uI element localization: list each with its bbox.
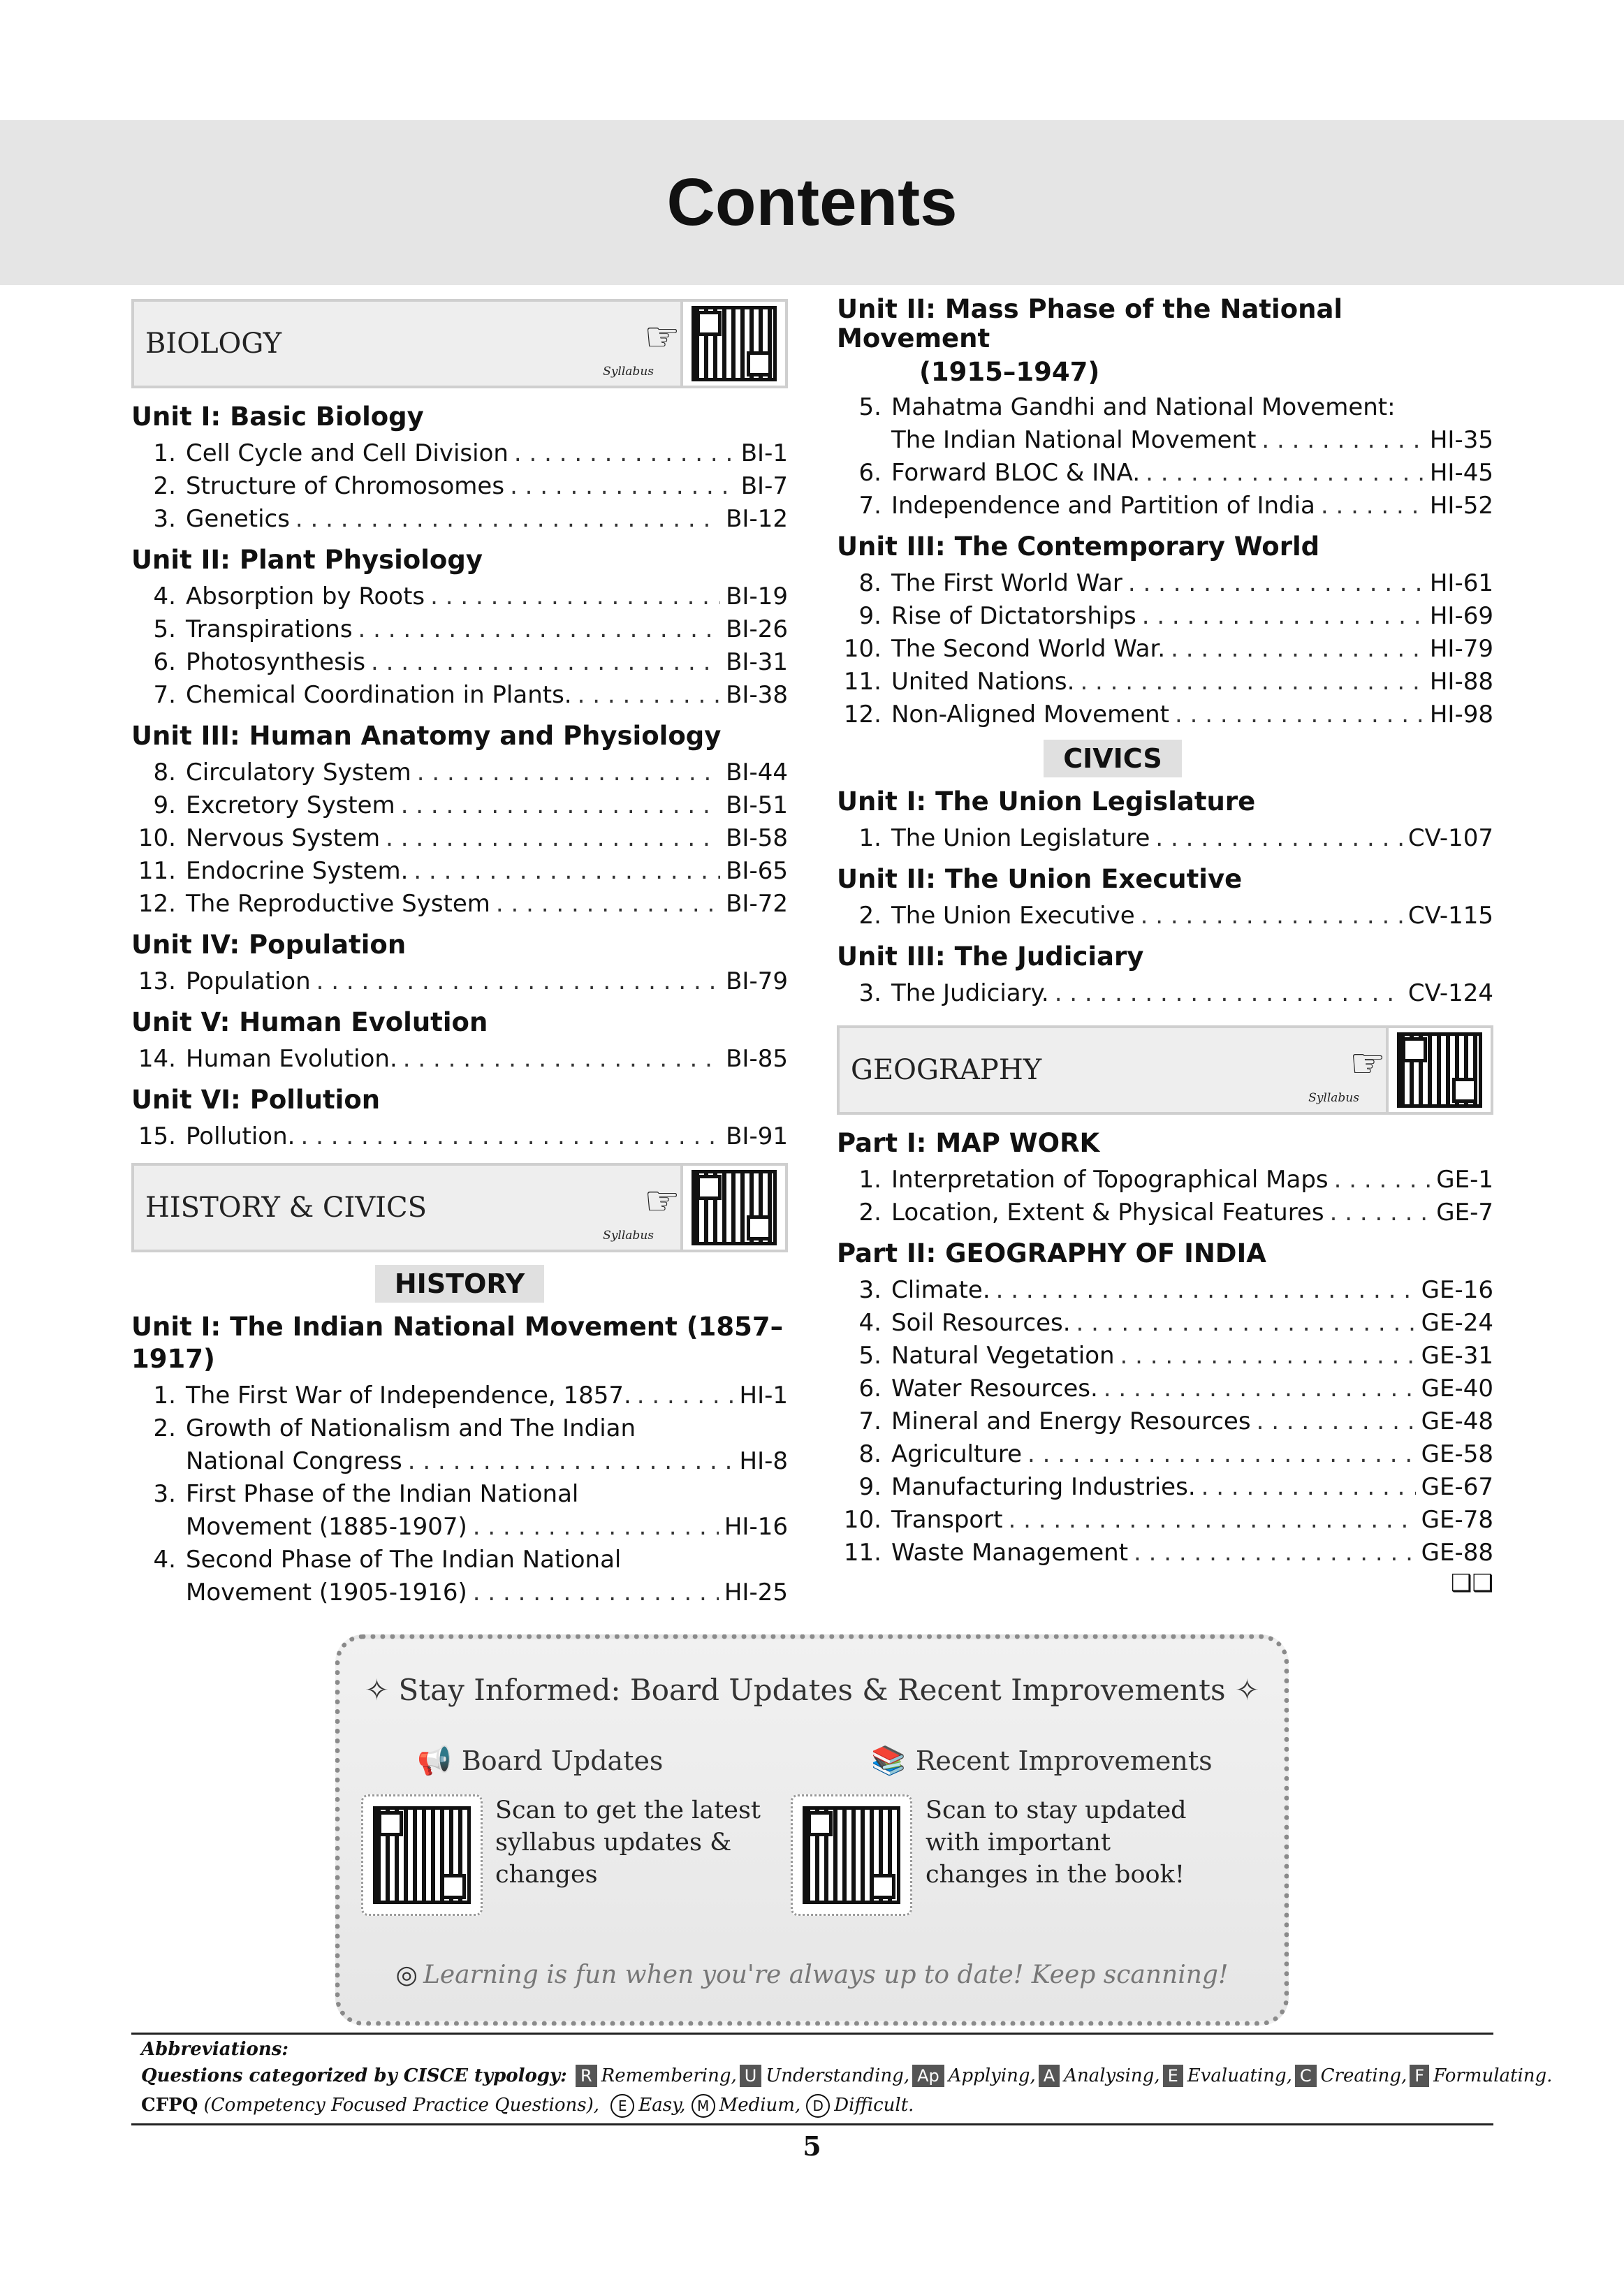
toc-entry[interactable]: 10. Nervous System . . . BI-58: [131, 822, 788, 855]
pointing-hand-icon: ☞: [1349, 1039, 1386, 1087]
toc-entry-line1[interactable]: 2. Growth of Nationalism and The Indian: [153, 1414, 636, 1442]
difficulty-badge: E: [610, 2094, 634, 2118]
unit-title: Unit V: Human Evolution: [131, 1007, 488, 1037]
unit-title: Unit II: The Union Executive: [837, 864, 1243, 894]
toc-entry[interactable]: 15. Pollution. . . . BI-91: [131, 1120, 788, 1153]
toc-entry[interactable]: 5. Natural Vegetation . . . GE-31: [837, 1340, 1493, 1372]
recent-improvements-heading: 📚 Recent Improvements: [871, 1745, 1213, 1777]
board-updates-qr[interactable]: [361, 1794, 483, 1916]
toc-entry[interactable]: 3. Climate. . . . GE-16: [837, 1274, 1493, 1307]
recent-improvements-desc: Scan to stay updated with important changes in the book!: [926, 1796, 1187, 1889]
syllabus-qr-code[interactable]: [680, 1166, 785, 1250]
qr-code-icon: [692, 306, 777, 381]
difficulty-label: Easy,: [638, 2095, 686, 2116]
books-icon: 📚: [871, 1745, 906, 1777]
toc-entry[interactable]: 11. Waste Management . . . GE-88: [837, 1537, 1493, 1569]
toc-entry-line1[interactable]: 5. Mahatma Gandhi and National Movement:: [858, 393, 1396, 421]
toc-entry[interactable]: 6. Forward BLOC & INA. . . . HI-45: [837, 457, 1493, 490]
unit-title: Unit IV: Population: [131, 930, 407, 960]
civics-units: [837, 786, 1493, 1010]
syllabus-label: Syllabus: [603, 365, 654, 379]
toc-entry[interactable]: 2. The Union Executive . . . CV-115: [837, 900, 1493, 932]
toc-entry[interactable]: 13. Population . . . BI-79: [131, 965, 788, 998]
unit-title: Unit I: The Indian National Movement (1857–1917): [131, 1312, 784, 1374]
difficulty-label: Difficult.: [834, 2095, 914, 2116]
qr-code-icon: [692, 1170, 777, 1245]
abbreviations-heading: Abbreviations:: [141, 2039, 288, 2060]
toc-entry-line2[interactable]: Movement (1905-1916) . . . HI-25: [131, 1576, 788, 1609]
qr-code-icon: [373, 1806, 471, 1904]
page-number: 5: [803, 2130, 821, 2162]
toc-entry-line1[interactable]: 4. Second Phase of The Indian National: [153, 1546, 622, 1574]
end-mark-icon: ❑❑: [1451, 1569, 1493, 1597]
toc-entry[interactable]: 9. Rise of Dictatorships . . . HI-69: [837, 600, 1493, 633]
part-title: Part II: GEOGRAPHY OF INDIA: [837, 1238, 1266, 1268]
toc-entry[interactable]: 8. Circulatory System . . . BI-44: [131, 756, 788, 789]
stay-informed-box: [335, 1634, 1289, 2026]
geography-header: [837, 1025, 1493, 1115]
typology-badge: C: [1295, 2065, 1317, 2087]
syllabus-label: Syllabus: [1308, 1091, 1359, 1105]
divider: [131, 2033, 1493, 2035]
qr-code-icon: [1397, 1032, 1482, 1108]
toc-entry[interactable]: 3. Genetics . . . BI-12: [131, 503, 788, 536]
unit-title: Unit I: The Union Legislature: [837, 786, 1256, 817]
typology-badge: A: [1039, 2065, 1060, 2087]
typology-label: Understanding,: [766, 2065, 910, 2086]
unit-title: Unit I: Basic Biology: [131, 402, 424, 432]
toc-entry[interactable]: 7. Mineral and Energy Resources . . . GE-48: [837, 1405, 1493, 1438]
toc-entry[interactable]: 12. The Reproductive System . . . BI-72: [131, 888, 788, 921]
toc-entry[interactable]: 11. Endocrine System. . . . BI-65: [131, 855, 788, 888]
board-updates-desc: Scan to get the latest syllabus updates & changes: [495, 1796, 761, 1889]
target-icon: ◎: [395, 1961, 418, 1989]
geography-parts: [837, 1127, 1493, 1569]
toc-entry[interactable]: 10. The Second World War. . . . HI-79: [837, 633, 1493, 666]
toc-entry[interactable]: 14. Human Evolution. . . . BI-85: [131, 1043, 788, 1076]
sparkle-icon: ✧: [1234, 1673, 1260, 1707]
history-civics-header: [131, 1163, 788, 1252]
unit-title: Unit II: Plant Physiology: [131, 545, 483, 575]
unit-title: Unit VI: Pollution: [131, 1085, 381, 1115]
history-label: HISTORY: [375, 1265, 544, 1303]
typology-badge: F: [1410, 2065, 1429, 2087]
divider: [131, 2123, 1493, 2125]
cfpq-line: CFPQ (Competency Focused Practice Questions), E Easy, M Medium, D Difficult.: [141, 2091, 1489, 2119]
unit-title-cont: (1915–1947): [919, 357, 1100, 387]
difficulty-badge: D: [806, 2094, 830, 2118]
typology-label: Creating,: [1320, 2065, 1407, 2086]
toc-entry[interactable]: 7. Chemical Coordination in Plants. . . . BI-38: [131, 679, 788, 712]
unit-title: Unit III: Human Anatomy and Physiology: [131, 721, 722, 751]
toc-entry-line2[interactable]: Movement (1885-1907) . . . HI-16: [131, 1511, 788, 1544]
subject-name: HISTORY & CIVICS: [145, 1192, 427, 1224]
toc-entry[interactable]: 9. Excretory System . . . BI-51: [131, 789, 788, 822]
typology-label: Analysing,: [1064, 2065, 1160, 2086]
toc-entry[interactable]: 1. The Union Legislature . . . CV-107: [837, 822, 1493, 855]
toc-entry[interactable]: 2. Location, Extent & Physical Features . . . GE-7: [837, 1196, 1493, 1229]
recent-improvements-qr[interactable]: [791, 1794, 912, 1916]
board-updates-heading: 📢 Board Updates: [417, 1745, 664, 1777]
civics-label: CIVICS: [1044, 740, 1182, 777]
left-column: [131, 299, 788, 1609]
typology-badge: Ap: [912, 2065, 944, 2087]
biology-header: [131, 299, 788, 388]
typology-badge: E: [1163, 2065, 1183, 2087]
pointing-hand-icon: ☞: [644, 313, 680, 360]
toc-entry[interactable]: 4. Soil Resources. . . . GE-24: [837, 1307, 1493, 1340]
subject-name: GEOGRAPHY: [851, 1054, 1042, 1086]
toc-entry[interactable]: 1. The First War of Independence, 1857. . . . HI-1: [131, 1379, 788, 1412]
toc-entry-line2[interactable]: National Congress . . . HI-8: [131, 1445, 788, 1478]
typology-label: Applying,: [948, 2065, 1036, 2086]
syllabus-label: Syllabus: [603, 1229, 654, 1243]
toc-entry[interactable]: 6. Photosynthesis . . . BI-31: [131, 646, 788, 679]
toc-entry-line2[interactable]: The Indian National Movement . . . HI-35: [837, 424, 1493, 457]
toc-entry[interactable]: 1. Cell Cycle and Cell Division . . . BI-1: [131, 437, 788, 470]
part-title: Part I: MAP WORK: [837, 1128, 1100, 1158]
typology-label: Remembering,: [601, 2065, 737, 2086]
qr-code-icon: [803, 1806, 900, 1904]
unit-title: Unit III: The Contemporary World: [837, 532, 1320, 562]
info-footer: ◎ Learning is fun when you're always up to date! Keep scanning!: [395, 1961, 1229, 1989]
pointing-hand-icon: ☞: [644, 1177, 680, 1224]
toc-entry[interactable]: 5. Transpirations . . . BI-26: [131, 613, 788, 646]
toc-entry-line1[interactable]: 3. First Phase of the Indian National: [153, 1480, 579, 1508]
toc-entry[interactable]: 8. Agriculture . . . GE-58: [837, 1438, 1493, 1471]
right-column: [837, 295, 1493, 1597]
difficulty-badge: M: [692, 2094, 715, 2118]
info-title: ✧ Stay Informed: Board Updates & Recent Improvements ✧: [364, 1673, 1260, 1707]
unit-title: Unit II: Mass Phase of the National Movement: [837, 294, 1343, 353]
toc-entry[interactable]: 1. Interpretation of Topographical Maps . . . GE-1: [837, 1164, 1493, 1196]
difficulty-label: Medium,: [719, 2095, 801, 2116]
typology-badge: U: [740, 2065, 762, 2087]
toc-entry[interactable]: 6. Water Resources. . . . GE-40: [837, 1372, 1493, 1405]
toc-entry[interactable]: 9. Manufacturing Industries. . . . GE-67: [837, 1471, 1493, 1504]
toc-entry[interactable]: 8. The First World War . . . HI-61: [837, 567, 1493, 600]
toc-entry[interactable]: 3. The Judiciary. . . . CV-124: [837, 977, 1493, 1010]
toc-entry[interactable]: 4. Absorption by Roots . . . BI-19: [131, 580, 788, 613]
typology-badge: R: [576, 2065, 597, 2087]
contemporary-world-entries: [837, 567, 1493, 731]
syllabus-qr-code[interactable]: [680, 302, 785, 386]
toc-entry[interactable]: 11. United Nations. . . . HI-88: [837, 666, 1493, 698]
toc-entry[interactable]: 7. Independence and Partition of India . . . HI-52: [837, 490, 1493, 522]
unit-title: Unit III: The Judiciary: [837, 942, 1144, 972]
megaphone-icon: 📢: [417, 1745, 452, 1777]
toc-entry[interactable]: 12. Non-Aligned Movement . . . HI-98: [837, 698, 1493, 731]
typology-label: Evaluating,: [1187, 2065, 1292, 2086]
page-title: Contents: [666, 165, 958, 240]
biology-units: [131, 401, 788, 1153]
typology-label: Formulating.: [1433, 2065, 1553, 2086]
typology-line: Questions categorized by CISCE typology: R Remembering, U Understanding, Ap Applying, A Analysing, E Evaluating, C Creating, F Formulating.: [141, 2065, 1553, 2086]
syllabus-qr-code[interactable]: [1386, 1028, 1491, 1112]
subject-name: BIOLOGY: [145, 328, 281, 360]
toc-entry[interactable]: 10. Transport . . . GE-78: [837, 1504, 1493, 1537]
sparkle-icon: ✧: [364, 1673, 390, 1707]
toc-entry[interactable]: 2. Structure of Chromosomes . . . BI-7: [131, 470, 788, 503]
